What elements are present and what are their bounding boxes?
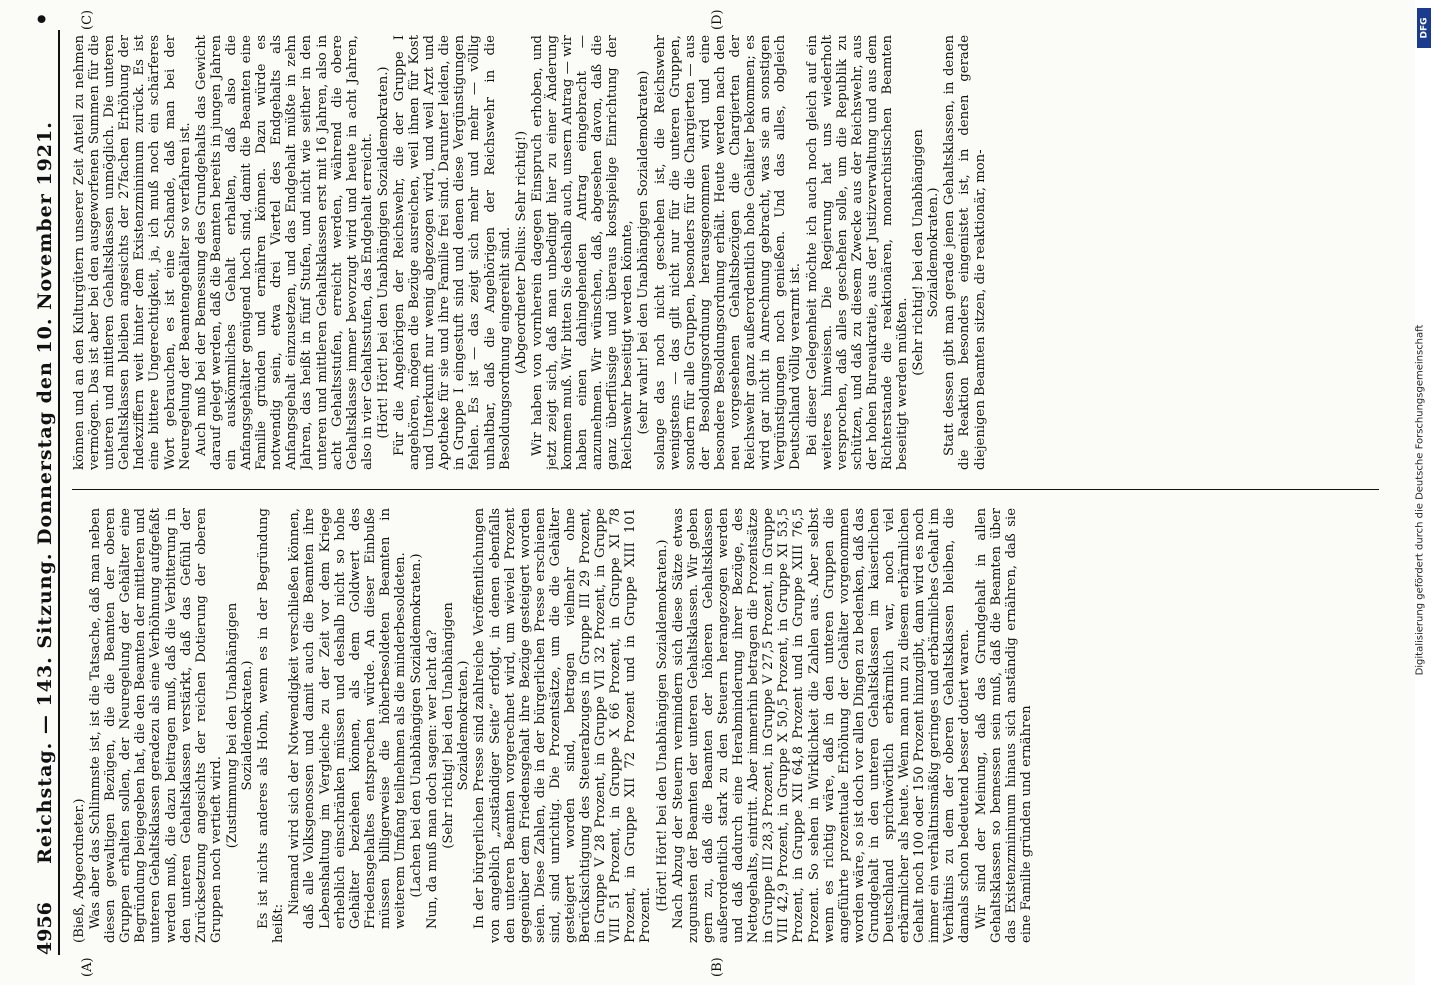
- paragraph: Nach Abzug der Steuern vermindern sich diese Sätze etwas zugunsten der Beamten der unteren Gehaltsklassen. Wir geben gern zu, daß die Beamten der höheren Gehaltsklassen außerordentlich stark zu den Steuern herangezogen werden und daß dadurch eine Herabminderung ihrer Bezüge, des Nettogehalts, eintritt. Aber immerhin betragen die Prozentsätze in Gruppe III 28,3 Prozent, in Gruppe V 27,5 Prozent, in Gruppe VIII 42,9 Prozent, in Gruppe X 50,5 Prozent, in Gruppe XI 53,5 Prozent, in Gruppe XII 64,8 Prozent und in Gruppe XIII 76,5 Prozent. So sehen in Wirklichkeit die Zahlen aus. Aber selbst wenn es richtig wäre, daß in den unteren Gruppen die angeführte prozentuale Erhöhung der Gehälter vorgenommen worden wäre, so ist doch vor allen Dingen zu bedenken, daß das Grundgehalt in den unteren Gehaltsklassen im kaiserlichen Deutschland sprichwörtlich erbärmlich war, noch viel erbärmlicher als heute. Wenn man nun zu diesem erbärmlichen Gehalt noch 100 oder 150 Prozent hinzugibt, dann wird es noch immer ein verhältnismäßig geringes und erbärmliches Gehalt im Verhältnis zu dem der oberen Gehaltsklassen bleiben, die damals schon bedeutend besser dotiert waren.: [670, 508, 973, 943]
- paragraph: In der bürgerlichen Presse sind zahlreiche Veröffentlichungen von angeblich „zuständiger Seite“ erfolgt, in denen ebenfalls den unteren Beamten vorgerechnet wird, um wieviel Prozent gegenüber dem Friedensgehalt ihre Bezüge gesteigert worden seien. Diese Zahlen, die in der bürgerlichen Presse erschienen sind, sind unrichtig. Die Prozentsätze, um die die Gehälter gesteigert worden sind, betragen vielmehr ohne Berücksichtigung des Steuerabzuges in Gruppe III 29 Prozent, in Gruppe V 28 Prozent, in Gruppe VII 32 Prozent, in Gruppe VIII 51 Prozent, in Gruppe X 66 Prozent, in Gruppe XI 78 Prozent, in Gruppe XII 72 Prozent und in Gruppe XIII 101 Prozent.: [472, 508, 654, 943]
- page-number: 4956: [34, 902, 56, 955]
- paragraph: können und an den Kulturgütern unserer Zeit Anteil zu nehmen vermögen. Das ist aber bei den ausgeworfenen Summen für die unteren und mittleren Gehaltsklassen unmöglich. Die unteren Gehaltsklassen bleiben angesichts der 27fachen Erhöhung der Indexziffern weit hinter dem Existenzminimum zurück. Es ist eine bittere Ungerechtigkeit, ja, ich muß noch ein schärferes Wort gebrauchen, es ist eine Schande, daß man bei der Neuregelung der Beamtengehälter so verfahren ist.: [72, 35, 193, 470]
- text-column-left: [72, 508, 1379, 943]
- paragraph: Statt dessen gibt man gerade jenen Gehaltsklassen, in denen die Reaktion besonders eingenistet ist, in denen gerade diejenigen Beamten sitzen, die reaktionär, mon-: [942, 35, 988, 470]
- paragraph: solange das noch nicht geschehen ist, die Reichswehr wenigstens — das gilt nicht nur für die unteren Gruppen, sondern für alle Gruppen, besonders für die Chargierten — aus der Besoldungsordnung herausgenommen wird und eine besondere Besoldungsordnung erhält. Heute werden nach den neu vorgesehenen Gehaltsbezügen die Chargierten der Reichswehr ganz außerordentlich hohe Gehälter bekommen; es wird gar nicht in Anrechnung gebracht, was sie an sonstigen Vergünstigungen noch genießen. Und das alles, obgleich Deutschland völlig verarmt ist.: [652, 35, 804, 470]
- interjection: (sehr wahr! bei den Unabhängigen Sozialdemokraten): [636, 70, 652, 435]
- paragraph: Wir haben von vornherein dagegen Einspruch erhoben, und jetzt zeigt sich, daß man unbedingt hier zu einer Änderung kommen muß. Wir bitten Sie deshalb auch, unsern Antrag — wir haben einen dahingehenden Antrag eingebracht — anzunehmen. Wir wünschen, daß, abgesehen davon, daß die ganz überflüssige und überaus kostspielige Einrichtung der Reichswehr beseitigt werden könnte,: [529, 35, 636, 470]
- dfg-logo: DFG: [1417, 8, 1431, 48]
- interjection: (Lachen bei den Unabhängigen Sozialdemokraten.): [409, 553, 425, 898]
- margin-marker-b: (B): [710, 957, 725, 977]
- paragraph: Es ist nichts anderes als Hohn, wenn es in der Begründung heißt:: [256, 508, 287, 943]
- interjection: (Hört! Hört! bei den Unabhängigen Sozialdemokraten.): [375, 66, 391, 439]
- running-title: Reichstag. — 143. Sitzung. Donnerstag den 10. November 1921.: [34, 121, 56, 864]
- interjection: (Sehr richtig! bei den Unabhängigen Sozialdemokraten.): [911, 129, 942, 376]
- paragraph: Bei dieser Gelegenheit möchte ich auch noch gleich auf ein weiteres hinweisen. Die Regierung hat uns wiederholt versprochen, daß alles geschehen solle, um die Republik zu schützen, und daß zu diesem Zwecke aus der Reichswehr, aus der hohen Bureaukratie, aus der Justizverwaltung und aus dem Richterstande die reaktionären, monarchistischen Beamten beseitigt werden müßten.: [804, 35, 911, 470]
- quotation: Niemand wird sich der Notwendigkeit verschließen können, daß alle Volksgenossen und damit auch die Beamten ihre Lebenshaltung im Vergleiche zu der Zeit vor dem Kriege erheblich einschränken müssen und deshalb nicht so hohe Gehälter beziehen können, als dem Goldwert des Friedensgehaltes entsprechen würde. An dieser Einbuße müssen billigerweise die höherbesoldeten Beamten in weiterem Umfang teilnehmen als die minderbesoldeten.: [287, 508, 408, 929]
- page-header: [30, 12, 60, 955]
- margin-marker-a: (A): [80, 957, 95, 977]
- column-divider: [72, 489, 1379, 490]
- paragraph: Für die Angehörigen der Reichswehr, die der Gruppe I angehören, mögen die Bezüge ausreichen, weil ihnen für Kost und Unterkunft nur wenig abgezogen wird, und weil Arzt und Apotheke für sie und ihre Familie frei sind. Darunter leiden, die in Gruppe I eingestuft sind und denen diese Vergünstigungen fehlen. Es ist — das zeigt sich mehr und mehr — völlig unhaltbar, daß die Angehörigen der Reichswehr in die Besoldungsordnung eingereiht sind.: [391, 35, 513, 470]
- header-dot: •: [30, 12, 56, 27]
- paragraph: Wir sind der Meinung, daß das Grundgehalt in allen Gehaltsklassen so bemessen sein muß, daß die Beamten über das Existenzminimum hinaus sich anständig ernähren, daß sie eine Familie gründen und ernähren: [973, 508, 1034, 943]
- paragraph: Auch muß bei der Bemessung des Grundgehalts das Gewicht darauf gelegt werden, daß die Beamten bereits in jungen Jahren ein auskömmliches Gehalt erhalten, daß also die Anfangsgehälter genügend hoch sind, damit die Beamten eine Familie gründen und ernähren können. Dazu würde es notwendig sein, etwa drei Viertel des Endgehalts als Anfangsgehalt einzusetzen, und das Endgehalt müßte in zehn Jahren, das heißt in fünf Stufen, und nicht wie seither in den unteren und mittleren Gehaltsklassen erst mit 16 Jahren, also in acht Gehaltsstufen, erreicht werden, während die obere Gehaltsklasse immer bevorzugt wird und heute in acht Jahren, also in vier Gehaltsstufen, das Endgehalt erreicht.: [193, 35, 375, 470]
- credit-text: Digitalisierung gefördert durch die Deutsche Forschungsgemeinschaft: [1414, 324, 1426, 676]
- digitization-credit: [1406, 10, 1432, 990]
- interjection: (Hört! Hört! bei den Unabhängigen Sozialdemokraten.): [654, 539, 670, 912]
- paragraph: Nun, da muß man doch sagen: wer lacht da?: [425, 629, 441, 929]
- interjection: (Zustimmung bei den Unabhängigen Sozialdemokraten.): [224, 602, 256, 849]
- speaker-line: (Bieß, Abgeordneter.): [72, 798, 87, 943]
- interjection: (Sehr richtig! bei den Unabhängigen Sozialdemokraten.): [441, 602, 472, 849]
- margin-marker-c: (C): [80, 9, 95, 30]
- interjection: (Abgeordneter Delius: Sehr richtig!): [513, 130, 529, 375]
- paragraph: Was aber das Schlimmste ist, ist die Tatsache, daß man neben diesen gewaltigen Bezügen, die die Beamten der oberen Gruppen erhalten sollen, der Neuregelung der Gehälter eine Begründung beigegeben hat, die den Beamten der mittleren und unteren Gehaltsklassen geradezu als eine Verhöhnung aufgefaßt werden muß, die dazu beitragen muß, daß die Verbitterung in den unteren Gehaltsklassen verstärkt, daß das Gefühl der Zurücksetzung angesichts der reichen Dotierung der oberen Gruppen noch vertieft wird.: [88, 508, 224, 943]
- margin-marker-d: (D): [710, 9, 725, 30]
- text-column-right: [72, 35, 1379, 470]
